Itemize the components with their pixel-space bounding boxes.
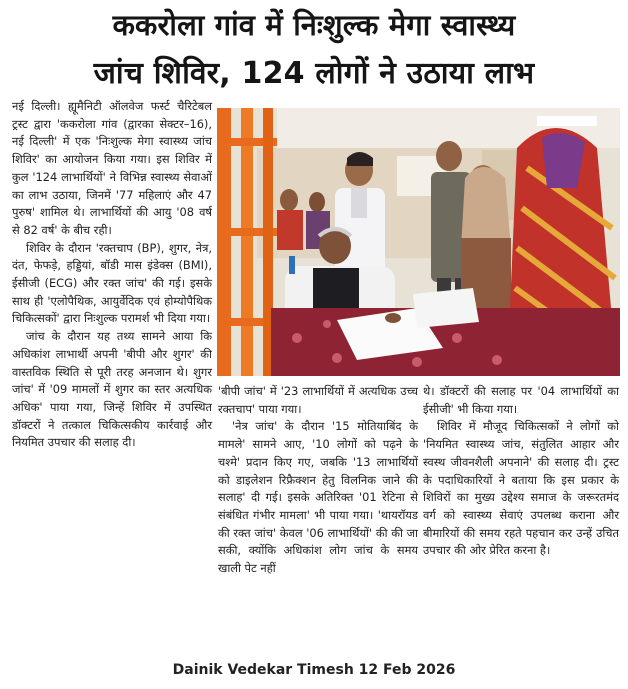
- paragraph-ecg: थे। डॉक्टरों की सलाह पर '04 लाभार्थियों का ईसीजी' भी किया गया।: [423, 384, 619, 416]
- article-column-2: [218, 383, 418, 578]
- article-column-1: [12, 98, 212, 452]
- headline-line-2: जांच शिविर, 124 लोगों ने उठाया लाभ: [93, 56, 535, 91]
- headline-line-1: ककरोला गांव में निःशुल्क मेगा स्वास्थ्य: [112, 8, 516, 42]
- camp-photo: [217, 108, 620, 376]
- paragraph-findings: जांच के दौरान यह तथ्य सामने आया कि अधिकांश लाभार्थी अपनी 'बीपी और शुगर' की वास्तविक स्थिति से पूरी तरह अनजान थे। शुगर जांच' में '09 मामलों में शुगर का स्तर अत्यधिक अधिक' पाया गया, जिन्हें शिविर में उपस्थित डॉक्टरों ने तत्काल चिकित्सकीय कार्रवाई और नियमित उपचार की सलाह दी।: [12, 329, 212, 450]
- paragraph-intro: नई दिल्ली। ह्यूमैनिटी ऑलवेज फर्स्ट चैरिटेबल ट्रस्ट द्वारा 'ककरोला गांव (द्वारका सेक्टर–16), नई दिल्ली' में एक 'निःशुल्क मेगा स्वास्थ्य जांच शिविर' का आयोजन किया गया। इस शिविर में कुल '124 लाभार्थियों' ने विभिन्न स्वास्थ्य सेवाओं का लाभ उठाया, जिनमें '77 महिलाएं और 47 पुरुष' शामिल थे। लाभार्थियों की आयु '08 वर्ष से 82 वर्ष' के बीच रही।: [12, 99, 212, 237]
- paragraph-eye: 'नेत्र जांच' के दौरान '15 मोतियाबिंद के मामले' सामने आए, '10 लोगों को पढ़ने के चश्मे' प्रदान किए गए, जबकि '13 लाभार्थियों को डाइलेशन रिफ्रैक्शन हेतु विलनिक जाने की सलाह' दी गई। इसके अतिरिक्त '01 रेटिना से संबंधित गंभीर मामला' भी पाया गया। 'थायरॉयड की रक्त जांच' केवल '06 लाभार्थियों' की की जा सकी, क्योंकि अधिकांश लोग जांच के समय खाली पेट नहीं: [218, 419, 418, 576]
- paragraph-tests: शिविर के दौरान 'रक्तचाप (BP), शुगर, नेत्र, दंत, फेफड़े, हड्डियां, बॉडी मास इंडेक्स (BMI), ईसीजी (ECG) और रक्त जांच' की गई। इसके साथ ही 'एलोपैथिक, आयुर्वेदिक एवं होम्योपैथिक चिकित्सकों' द्वारा निःशुल्क परामर्श भी दिया गया।: [12, 240, 212, 326]
- article-column-3: [423, 383, 619, 560]
- paragraph-advice: शिविर में मौजूद चिकित्सकों ने लोगों को 'नियमित स्वास्थ्य जांच, संतुलित आहार और स्वस्थ जीवनशैली अपनाने' की सलाह दी। ट्रस्ट के पदाधिकारियों ने बताया कि इस प्रकार के शिविरों का मुख्य उद्देश्य समाज के जरूरतमंद वर्ग को स्वास्थ्य सेवाएं उपलब्ध कराना और बीमारियों की समय रहते पहचान कर उन्हें उचित उपचार की ओर प्रेरित करना है।: [423, 419, 619, 558]
- paragraph-bp: 'बीपी जांच' में '23 लाभार्थियों में अत्यधिक उच्च रक्तचाप' पाया गया।: [218, 384, 418, 416]
- source-credit: Dainik Vedekar Timesh 12 Feb 2026: [172, 662, 456, 678]
